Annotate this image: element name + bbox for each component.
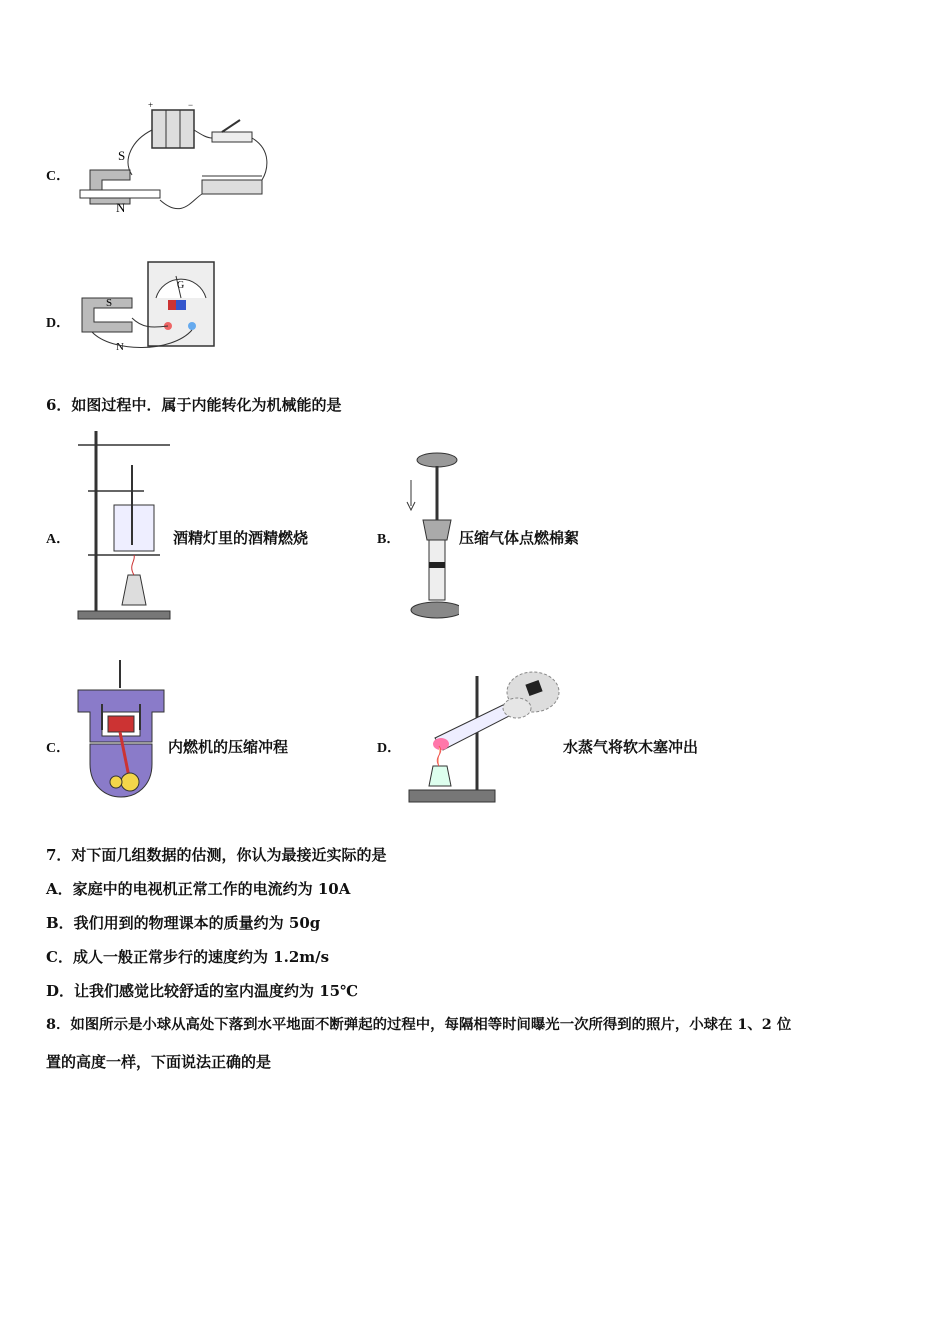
air-compression-syringe-figure <box>403 450 459 622</box>
q7-option-d: D．让我们感觉比较舒适的室内温度约为 15℃ <box>46 982 359 1000</box>
q7-option-c: C．成人一般正常步行的速度约为 1.2m/s <box>46 948 330 966</box>
q7-option-b: B．我们用到的物理课本的质量约为 50g <box>46 914 321 932</box>
q5d-n-text: N <box>116 341 124 353</box>
q5d-s-text: S <box>106 297 113 309</box>
q5c-s-text: S <box>118 148 126 163</box>
q7-stem: 7．对下面几组数据的估测，你认为最接近实际的是 <box>46 846 387 864</box>
steam-cork-test-tube-figure <box>405 658 565 808</box>
battery-minus: − <box>188 100 194 110</box>
q5-option-d-figure <box>72 258 222 354</box>
q6-option-d-text: 水蒸气将软木塞冲出 <box>563 738 699 756</box>
q5-option-c-label: C． <box>46 169 71 184</box>
q5-option-d-label: D． <box>46 316 71 331</box>
q5d-g-text: G <box>177 280 185 291</box>
q6-option-c-text: 内燃机的压缩冲程 <box>168 738 289 756</box>
battery-plus: + <box>148 100 154 110</box>
q6-option-a-label: A． <box>46 532 71 547</box>
q8-stem-line2: 置的高度一样，下面说法正确的是 <box>46 1053 272 1071</box>
q6-option-a-text: 酒精灯里的酒精燃烧 <box>173 529 309 547</box>
alcohol-lamp-heating-figure <box>74 425 174 625</box>
q5c-n-text: N <box>116 200 126 215</box>
q8-stem-line1: 8．如图所示是小球从高处下落到水平地面不断弹起的过程中，每隔相等时间曝光一次所得到的照片，小球在 1、2 位 <box>46 1016 792 1033</box>
q6-option-d-label: D． <box>377 741 402 756</box>
q5-option-c-figure <box>72 100 272 230</box>
q6-option-b-text: 压缩气体点燃棉絮 <box>459 529 580 547</box>
q6-option-c-label: C． <box>46 741 71 756</box>
engine-compression-stroke-figure <box>72 658 170 806</box>
q6-option-b-label: B． <box>377 532 401 547</box>
q7-option-a: A．家庭中的电视机正常工作的电流约为 10A <box>46 880 351 898</box>
q6-stem: 6．如图过程中．属于内能转化为机械能的是 <box>46 396 342 414</box>
